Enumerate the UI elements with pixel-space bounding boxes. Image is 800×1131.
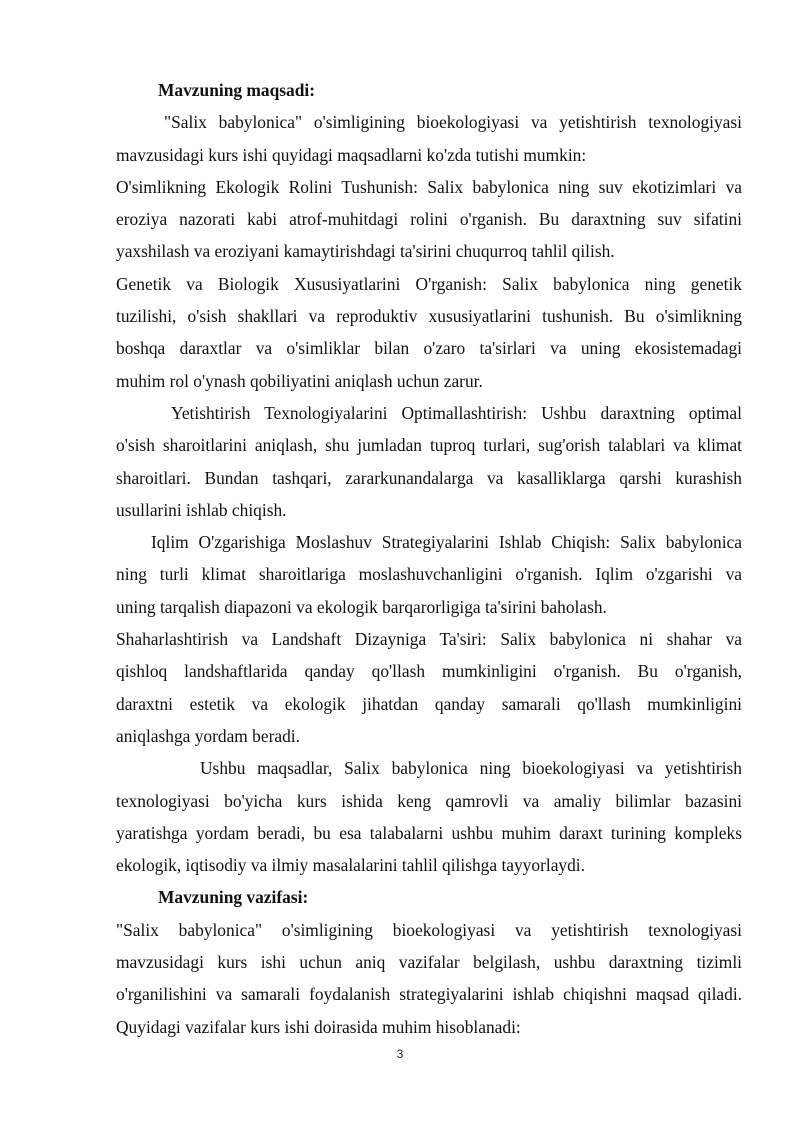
page-number: 3 bbox=[396, 1047, 404, 1061]
text-line: tuzilishi, o'sish shakllari va reproduktiv xususiyatlarini tushunish. Bu o'simlikning bbox=[116, 306, 742, 327]
text-line: Shaharlashtirish va Landshaft Dizayniga Ta'siri: Salix babylonica ni shahar va bbox=[116, 629, 742, 650]
text-line: muhim rol o'ynash qobiliyatini aniqlash uchun zarur. bbox=[116, 370, 483, 391]
section-heading: Mavzuning vazifasi: bbox=[158, 887, 309, 908]
text-line: "Salix babylonica" o'simligining bioekologiyasi va yetishtirish texnologiyasi bbox=[116, 919, 742, 940]
text-line: o'sish sharoitlarini aniqlash, shu jumladan tuproq turlari, sug'orish talablari va klimat bbox=[116, 435, 742, 456]
text-line: Genetik va Biologik Xususiyatlarini O'rganish: Salix babylonica ning genetik bbox=[116, 273, 742, 294]
text-line: mavzusidagi kurs ishi quyidagi maqsadlarni ko'zda tutishi mumkin: bbox=[116, 144, 587, 165]
text-line: O'simlikning Ekologik Rolini Tushunish: Salix babylonica ning suv ekotizimlari va bbox=[116, 176, 742, 197]
text-line: mavzusidagi kurs ishi uchun aniq vazifalar belgilash, ushbu daraxtning tizimli bbox=[116, 952, 742, 973]
text-line: boshqa daraxtlar va o'simliklar bilan o'zaro ta'sirlari va uning ekosistemadagi bbox=[116, 338, 742, 359]
section-heading: Mavzuning maqsadi: bbox=[158, 80, 316, 100]
text-line: "Salix babylonica" o'simligining bioekologiyasi va yetishtirish texnologiyasi bbox=[164, 112, 742, 133]
text-line: sharoitlari. Bundan tashqari, zararkunandalarga va kasalliklarga qarshi kurashish bbox=[116, 467, 742, 488]
text-line: Quyidagi vazifalar kurs ishi doirasida muhim hisoblanadi: bbox=[116, 1016, 521, 1037]
text-line: qishloq landshaftlarida qanday qo'llash mumkinligini o'rganish. Bu o'rganish, bbox=[116, 661, 742, 682]
text-line: Ushbu maqsadlar, Salix babylonica ning bioekologiyasi va yetishtirish bbox=[200, 758, 742, 779]
document-body bbox=[116, 74, 742, 1043]
text-line: texnologiyasi bo'yicha kurs ishida keng qamrovli va amaliy bilimlar bazasini bbox=[116, 790, 742, 811]
text-line: uning tarqalish diapazoni va ekologik barqarorligiga ta'sirini baholash. bbox=[116, 596, 607, 617]
text-line: ekologik, iqtisodiy va ilmiy masalalarini tahlil qilishga tayyorlaydi. bbox=[116, 855, 585, 876]
text-line: yaxshilash va eroziyani kamaytirishdagi ta'sirini chuqurroq tahlil qilish. bbox=[116, 241, 615, 262]
text-line: o'rganilishini va samarali foydalanish strategiyalarini ishlab chiqishni maqsad qiladi. bbox=[116, 984, 742, 1005]
text-line: yaratishga yordam beradi, bu esa talabalarni ushbu muhim daraxt turining kompleks bbox=[116, 822, 742, 843]
text-line: daraxtni estetik va ekologik jihatdan qanday samarali qo'llash mumkinligini bbox=[116, 693, 742, 714]
text-line: eroziya nazorati kabi atrof-muhitdagi rolini o'rganish. Bu daraxtning suv sifatini bbox=[116, 209, 742, 230]
text-line: usullarini ishlab chiqish. bbox=[116, 499, 287, 520]
text-line: aniqlashga yordam beradi. bbox=[116, 725, 300, 746]
text-line: Yetishtirish Texnologiyalarini Optimallashtirish: Ushbu daraxtning optimal bbox=[171, 402, 742, 423]
text-line: ning turli klimat sharoitlariga moslashuvchanligini o'rganish. Iqlim o'zgarishi va bbox=[116, 564, 742, 585]
text-line: Iqlim O'zgarishiga Moslashuv Strategiyalarini Ishlab Chiqish: Salix babylonica bbox=[151, 532, 742, 553]
